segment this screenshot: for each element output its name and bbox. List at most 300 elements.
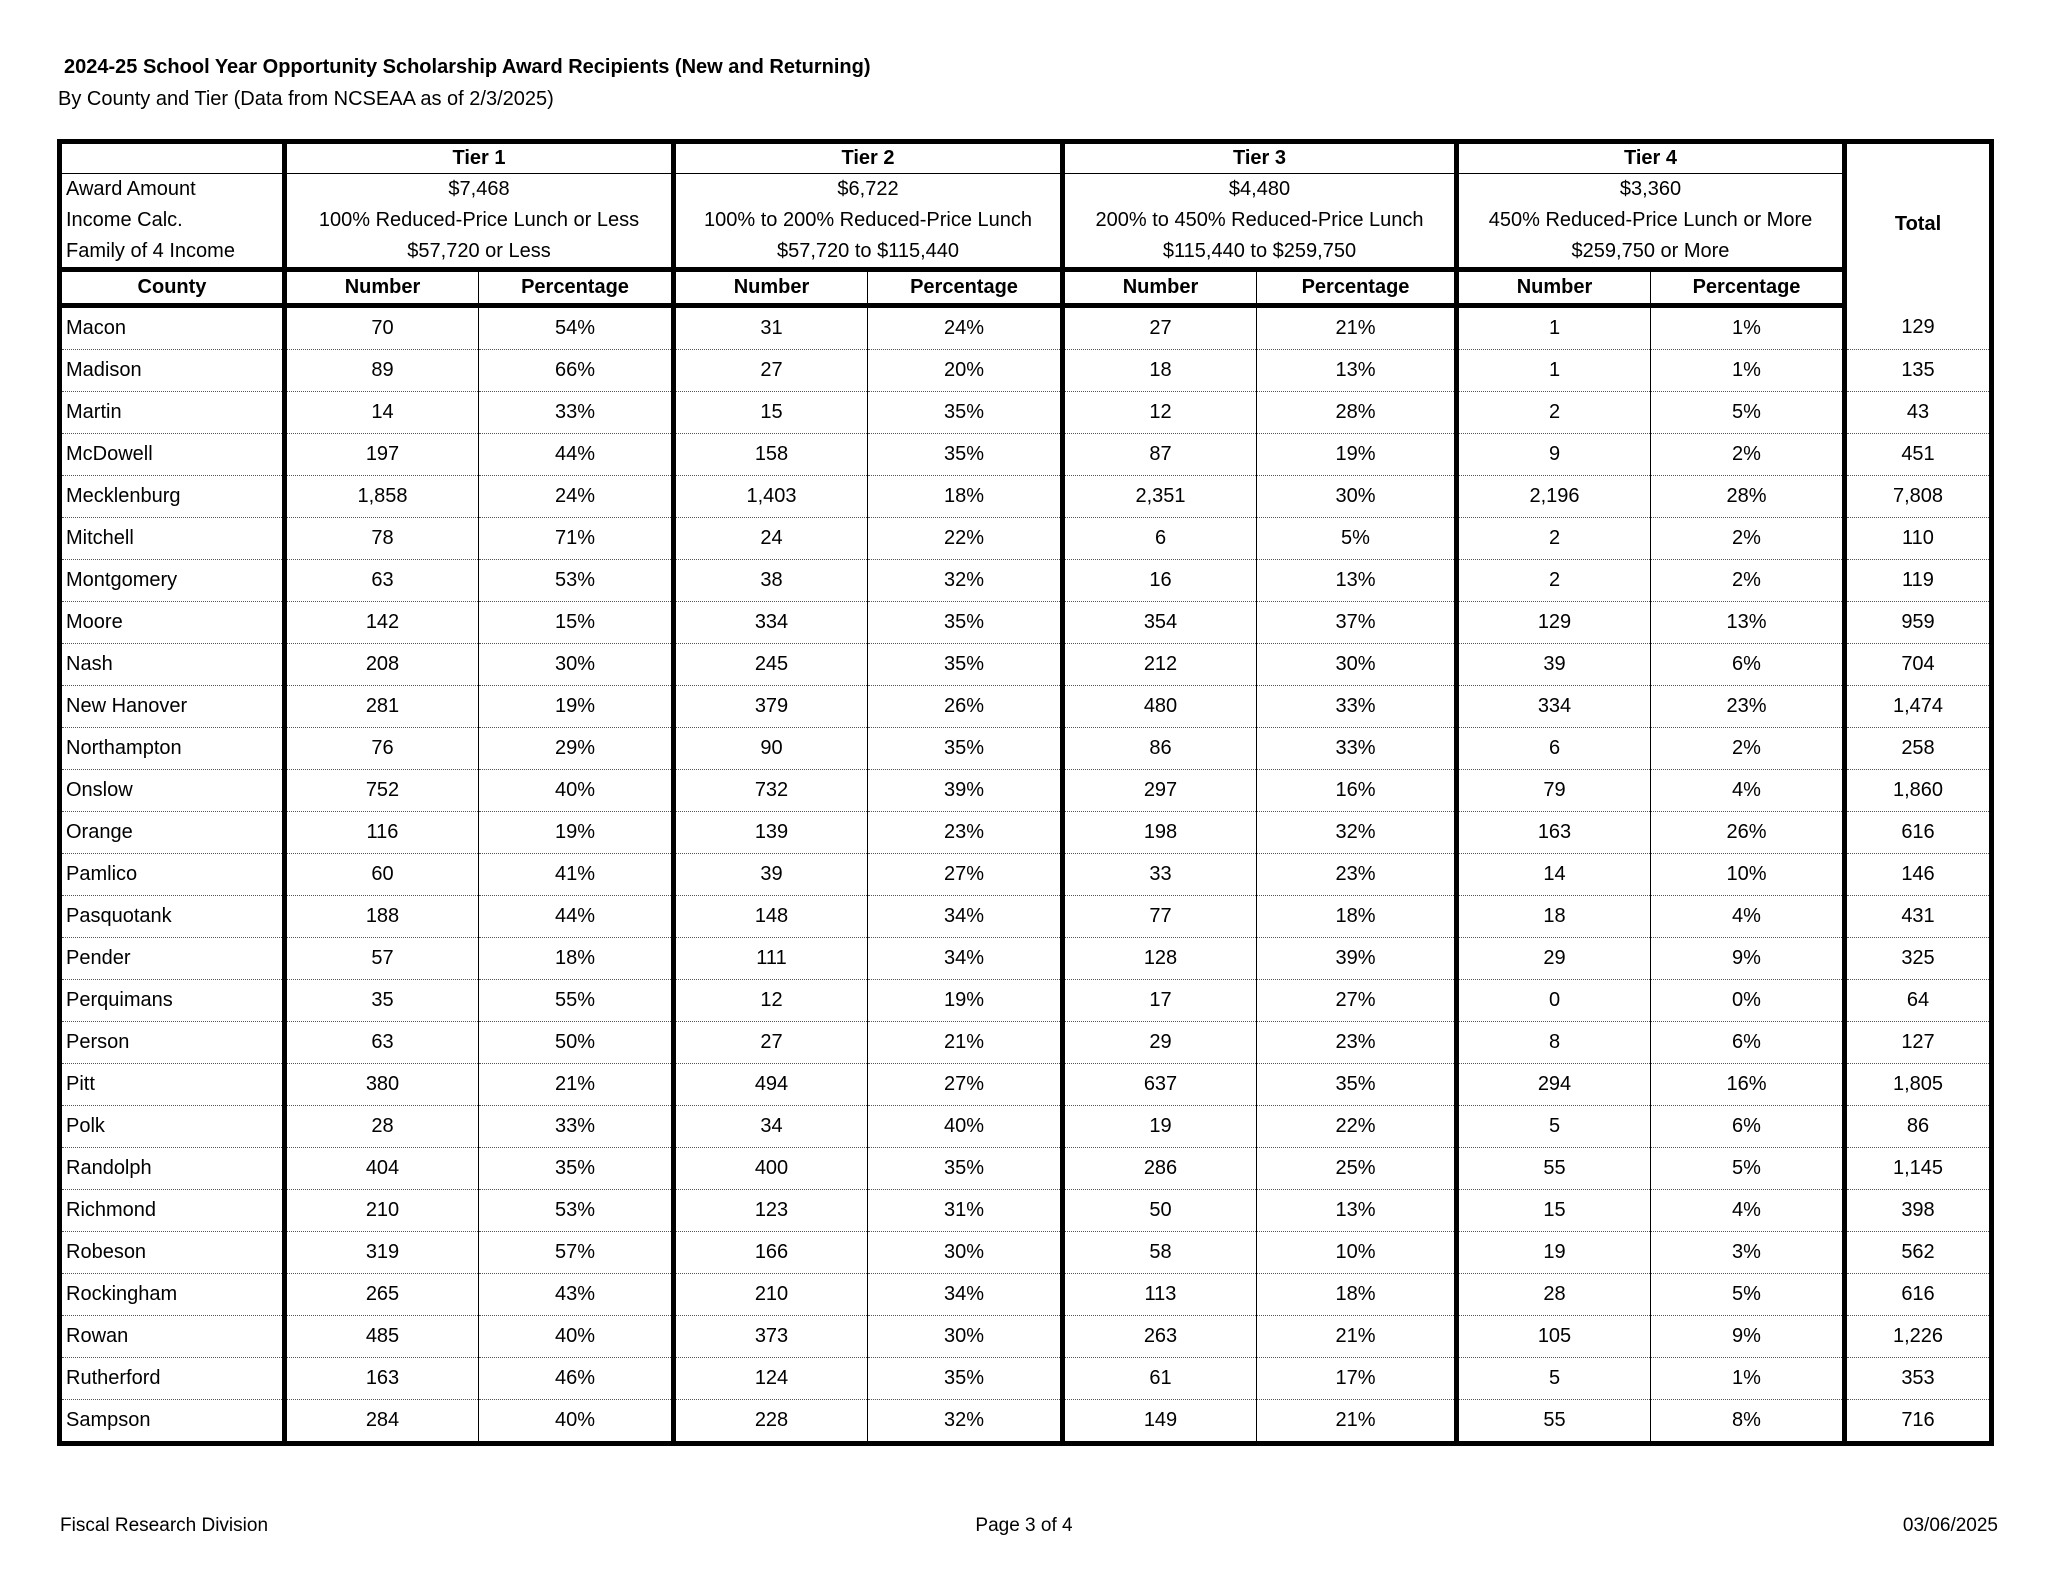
table-row: [60, 812, 1992, 854]
tier-1-number-cell: 63: [285, 1022, 479, 1064]
tier-4-percentage-header: Percentage: [1651, 270, 1845, 306]
tier-1-percentage-cell: 29%: [479, 728, 674, 770]
tier-4-percentage-cell: 4%: [1651, 770, 1845, 812]
table-row: [60, 938, 1992, 980]
table-row: [60, 434, 1992, 476]
county-cell: Onslow: [60, 770, 285, 812]
tier-2-percentage-cell: 35%: [868, 392, 1063, 434]
table-row: [60, 1232, 1992, 1274]
county-cell: Martin: [60, 392, 285, 434]
county-cell: Perquimans: [60, 980, 285, 1022]
tier-2-percentage-cell: 39%: [868, 770, 1063, 812]
total-cell: 1,145: [1845, 1148, 1992, 1190]
tier-2-number-cell: 24: [674, 518, 868, 560]
table-row: [60, 560, 1992, 602]
tier-2-percentage-cell: 21%: [868, 1022, 1063, 1064]
tier-3-number-cell: 480: [1063, 686, 1257, 728]
tier-4-percentage-cell: 13%: [1651, 602, 1845, 644]
tier-3-percentage-cell: 21%: [1257, 1400, 1457, 1444]
tier-4-percentage-cell: 6%: [1651, 1022, 1845, 1064]
tier-3-number-cell: 77: [1063, 896, 1257, 938]
table-row: [60, 1148, 1992, 1190]
footer-division: Fiscal Research Division: [60, 1515, 269, 1536]
tier-3-percentage-cell: 18%: [1257, 1274, 1457, 1316]
tier-3-number-cell: 198: [1063, 812, 1257, 854]
total-cell: 398: [1845, 1190, 1992, 1232]
tier-1-header: Tier 1: [285, 142, 674, 174]
tier-3-percentage-cell: 19%: [1257, 434, 1457, 476]
tier-1-percentage-header: Percentage: [479, 270, 674, 306]
tier-4-percentage-cell: 4%: [1651, 1190, 1845, 1232]
total-cell: 146: [1845, 854, 1992, 896]
tier-3-number-cell: 297: [1063, 770, 1257, 812]
tier-3-number-cell: 149: [1063, 1400, 1257, 1444]
tier-1-percentage-cell: 40%: [479, 1316, 674, 1358]
county-cell: Polk: [60, 1106, 285, 1148]
tier-2-number-cell: 1,403: [674, 476, 868, 518]
tier-4-family-income: $259,750 or More: [1457, 236, 1845, 270]
county-cell: Mecklenburg: [60, 476, 285, 518]
tier-4-percentage-cell: 9%: [1651, 938, 1845, 980]
tier-4-number-cell: 5: [1457, 1358, 1651, 1400]
tier-3-number-cell: 12: [1063, 392, 1257, 434]
tier-1-number-cell: 35: [285, 980, 479, 1022]
tier-2-number-cell: 27: [674, 350, 868, 392]
tier-1-percentage-cell: 41%: [479, 854, 674, 896]
tier-1-number-cell: 57: [285, 938, 479, 980]
tier-3-percentage-cell: 21%: [1257, 306, 1457, 350]
tier-4-percentage-cell: 8%: [1732, 1409, 1761, 1431]
total-cell: 1,805: [1845, 1064, 1992, 1106]
tier-3-number-cell: 16: [1063, 560, 1257, 602]
tier-2-income-calc: 100% to 200% Reduced-Price Lunch: [674, 205, 1063, 236]
total-cell: 135: [1845, 350, 1992, 392]
tier-1-number-cell: 70: [285, 306, 479, 350]
tier-4-amount: $3,360: [1619, 178, 1682, 200]
tier-3-number-cell: 637: [1063, 1064, 1257, 1106]
tier-2-percentage-cell: 30%: [868, 1232, 1063, 1274]
tier-4-number-cell: 79: [1457, 770, 1651, 812]
table-row: [60, 728, 1992, 770]
tier-3-number-cell: 18: [1063, 350, 1257, 392]
tier-2-percentage-cell: 40%: [868, 1106, 1063, 1148]
tier-2-number-cell: 15: [674, 392, 868, 434]
tier-3-percentage-cell: 32%: [1257, 812, 1457, 854]
tier-1-number-cell: 281: [285, 686, 479, 728]
total-cell: 616: [1845, 812, 1992, 854]
tier-2-number-cell: 148: [674, 896, 868, 938]
tier-3-percentage-cell: 28%: [1257, 392, 1457, 434]
tier-4-number-cell: 29: [1457, 938, 1651, 980]
tier-1-number-cell: 485: [285, 1316, 479, 1358]
table-row: [60, 1316, 1992, 1358]
total-cell: 716: [1845, 1400, 1992, 1444]
tier-3-percentage-cell: 30%: [1257, 644, 1457, 686]
income-calc-label: Income Calc.: [60, 205, 285, 236]
tier-1-percentage-cell: 24%: [479, 476, 674, 518]
tier-4-percentage-cell: 1%: [1651, 306, 1845, 350]
total-cell: 562: [1845, 1232, 1992, 1274]
tier-2-number-cell: 210: [674, 1274, 868, 1316]
tier-1-number-cell: 142: [285, 602, 479, 644]
tier-1-percentage-cell: 19%: [479, 686, 674, 728]
tier-3-number-header: Number: [1063, 270, 1257, 306]
county-cell: Rockingham: [60, 1274, 285, 1316]
tier-4-percentage-cell: 9%: [1651, 1316, 1845, 1358]
tier-3-percentage-cell: 18%: [1257, 896, 1457, 938]
tier-1-number-cell: 60: [285, 854, 479, 896]
tier-2-percentage-cell: 31%: [868, 1190, 1063, 1232]
tier-4-percentage-cell: 2%: [1651, 560, 1845, 602]
tier-4-percentage-cell: 2%: [1651, 728, 1845, 770]
table-row: [60, 770, 1992, 812]
total-cell: 704: [1845, 644, 1992, 686]
tier-1-percentage-cell: 53%: [479, 1190, 674, 1232]
tier-3-percentage-cell: 23%: [1257, 1022, 1457, 1064]
tier-2-percentage-cell: 34%: [868, 1274, 1063, 1316]
tier-2-number-cell: 158: [674, 434, 868, 476]
total-cell: 325: [1845, 938, 1992, 980]
total-cell: 1,474: [1845, 686, 1992, 728]
county-cell: Moore: [60, 602, 285, 644]
tier-2-percentage-cell: 32%: [868, 560, 1063, 602]
tier-4-percentage-cell: 1%: [1651, 1358, 1845, 1400]
tier-4-number-cell: 19: [1457, 1232, 1651, 1274]
total-cell: 258: [1845, 728, 1992, 770]
tier-2-number-cell: 334: [674, 602, 868, 644]
county-cell: Madison: [60, 350, 285, 392]
tier-4-number-cell: 55: [1457, 1400, 1651, 1444]
tier-4-number-cell: 55: [1457, 1148, 1651, 1190]
tier-2-percentage-cell: 35%: [868, 644, 1063, 686]
tier-3-amount: $4,480: [1063, 174, 1457, 206]
tier-1-percentage-cell: 15%: [479, 602, 674, 644]
tier-1-number-cell: 208: [285, 644, 479, 686]
tier-1-number-cell: 14: [285, 392, 479, 434]
total-cell: 431: [1845, 896, 1992, 938]
document-subtitle: By County and Tier (Data from NCSEAA as of 2/3/2025): [58, 88, 554, 110]
tier-4-income-calc: 450% Reduced-Price Lunch or More: [1488, 209, 1813, 231]
tier-4-percentage-cell: 3%: [1651, 1232, 1845, 1274]
tier-2-percentage-cell: 27%: [868, 1064, 1063, 1106]
table-row: [60, 1190, 1992, 1232]
tier-2-percentage-cell: 34%: [868, 938, 1063, 980]
tier-3-percentage-cell: 22%: [1257, 1106, 1457, 1148]
tier-2-number-cell: 400: [674, 1148, 868, 1190]
tier-4-number-cell: 2: [1457, 560, 1651, 602]
tier-4-percentage-cell: 6%: [1651, 1106, 1845, 1148]
total-cell: 1,226: [1845, 1316, 1992, 1358]
total-header: Total: [1845, 142, 1992, 306]
tier-1-amount: $7,468: [285, 174, 674, 206]
tier-1-number-cell: 319: [285, 1232, 479, 1274]
tier-2-number-cell: 27: [674, 1022, 868, 1064]
tier-4-percentage-cell: 26%: [1651, 812, 1845, 854]
tier-3-percentage-cell: 33%: [1257, 686, 1457, 728]
tier-3-number-cell: 87: [1063, 434, 1257, 476]
table-row: [60, 350, 1992, 392]
award-amount-label: Award Amount: [60, 174, 285, 206]
tier-3-percentage-cell: 5%: [1257, 518, 1457, 560]
tier-3-number-cell: 6: [1063, 518, 1257, 560]
tier-1-number-cell: 89: [285, 350, 479, 392]
tier-2-percentage-cell: 35%: [868, 728, 1063, 770]
award-amount-row: [60, 174, 1992, 206]
tier-4-percentage-cell: 5%: [1651, 1148, 1845, 1190]
tier-3-percentage-cell: 17%: [1257, 1358, 1457, 1400]
tier-4-header: Tier 4: [1457, 142, 1845, 174]
tier-3-income-calc: 200% to 450% Reduced-Price Lunch: [1063, 205, 1457, 236]
tier-4-percentage-cell: 16%: [1651, 1064, 1845, 1106]
tier-3-percentage-cell: 35%: [1257, 1064, 1457, 1106]
tier-2-percentage-cell: 35%: [868, 434, 1063, 476]
tier-3-percentage-cell: 10%: [1257, 1232, 1457, 1274]
tier-1-number-cell: 163: [285, 1358, 479, 1400]
tier-2-percentage-cell: 26%: [868, 686, 1063, 728]
county-cell: Rowan: [60, 1316, 285, 1358]
tier-1-percentage-cell: 18%: [479, 938, 674, 980]
total-cell: 119: [1845, 560, 1992, 602]
footer-page-number: Page 3 of 4: [975, 1515, 1073, 1536]
tier-1-percentage-cell: 46%: [479, 1358, 674, 1400]
tier-3-percentage-header: Percentage: [1257, 270, 1457, 306]
tier-1-number-cell: 752: [285, 770, 479, 812]
table-row: [60, 602, 1992, 644]
tier-1-percentage-cell: 44%: [479, 896, 674, 938]
county-cell: Pamlico: [60, 854, 285, 896]
tier-1-number-cell: 78: [285, 518, 479, 560]
tier-2-number-cell: 245: [674, 644, 868, 686]
tier-2-number-cell: 34: [674, 1106, 868, 1148]
tier-1-percentage-cell: 44%: [479, 434, 674, 476]
tier-2-number-cell: 732: [674, 770, 868, 812]
total-cell: 616: [1845, 1274, 1992, 1316]
table-row: [60, 1022, 1992, 1064]
tier-2-percentage-cell: 35%: [868, 1358, 1063, 1400]
family-income-row: [60, 236, 1992, 270]
tier-3-number-cell: 19: [1063, 1106, 1257, 1148]
tier-3-percentage-cell: 21%: [1257, 1316, 1457, 1358]
total-cell: 451: [1845, 434, 1992, 476]
county-cell: Rutherford: [60, 1358, 285, 1400]
tier-4-number-cell: 9: [1457, 434, 1651, 476]
tier-4-percentage-cell: 10%: [1651, 854, 1845, 896]
table-row: [60, 1064, 1992, 1106]
tier-1-percentage-cell: 40%: [479, 770, 674, 812]
tier-2-number-header: Number: [674, 270, 868, 306]
tier-4-percentage-cell: 2%: [1651, 434, 1845, 476]
total-cell: 127: [1845, 1022, 1992, 1064]
county-cell: Montgomery: [60, 560, 285, 602]
column-header-row: [60, 270, 1992, 306]
total-cell: 7,808: [1845, 476, 1992, 518]
county-cell: Northampton: [60, 728, 285, 770]
tier-1-number-cell: 28: [285, 1106, 479, 1148]
tier-4-number-cell: 105: [1457, 1316, 1651, 1358]
tier-2-percentage-cell: 20%: [868, 350, 1063, 392]
tier-3-percentage-cell: 16%: [1257, 770, 1457, 812]
tier-1-income-calc: 100% Reduced-Price Lunch or Less: [285, 205, 674, 236]
tier-4-percentage-cell: 1%: [1651, 350, 1845, 392]
tier-4-percentage-cell: 5%: [1651, 1274, 1845, 1316]
tier-2-number-cell: 379: [674, 686, 868, 728]
tier-1-percentage-cell: 71%: [479, 518, 674, 560]
county-cell: Nash: [60, 644, 285, 686]
tier-3-percentage-cell: 23%: [1257, 854, 1457, 896]
county-cell: Pitt: [60, 1064, 285, 1106]
tier-3-percentage-cell: 37%: [1257, 602, 1457, 644]
county-column-header: County: [60, 270, 285, 306]
tier-4-percentage-cell: 0%: [1651, 980, 1845, 1022]
table-row: [60, 306, 1992, 350]
tier-4-number-cell: 163: [1457, 812, 1651, 854]
tier-3-number-cell: 27: [1063, 306, 1257, 350]
tier-3-percentage-cell: 13%: [1257, 350, 1457, 392]
tier-1-number-cell: 265: [285, 1274, 479, 1316]
tier-2-number-cell: 123: [674, 1190, 868, 1232]
tier-2-family-income: $57,720 to $115,440: [674, 236, 1063, 270]
tier-3-header: Tier 3: [1063, 142, 1457, 174]
tier-header-row: [60, 142, 1992, 174]
tier-2-percentage-cell: 24%: [868, 306, 1063, 350]
tier-1-percentage-cell: 53%: [479, 560, 674, 602]
tier-3-family-income: $115,440 to $259,750: [1063, 236, 1457, 270]
tier-1-percentage-cell: 21%: [479, 1064, 674, 1106]
tier-2-percentage-cell: 18%: [868, 476, 1063, 518]
tier-3-percentage-cell: 27%: [1257, 980, 1457, 1022]
tier-1-percentage-cell: 50%: [479, 1022, 674, 1064]
tier-4-number-cell: 129: [1457, 602, 1651, 644]
tier-2-number-cell: 228: [674, 1400, 868, 1444]
tier-4-number-cell: 15: [1457, 1190, 1651, 1232]
tier-1-number-cell: 197: [285, 434, 479, 476]
total-cell: 129: [1845, 306, 1992, 350]
tier-3-number-cell: 33: [1063, 854, 1257, 896]
tier-2-percentage-cell: 27%: [868, 854, 1063, 896]
tier-1-percentage-cell: 35%: [479, 1148, 674, 1190]
tier-4-number-cell: 18: [1457, 896, 1651, 938]
tier-1-number-cell: 210: [285, 1190, 479, 1232]
tier-3-number-cell: 50: [1063, 1190, 1257, 1232]
county-cell: Orange: [60, 812, 285, 854]
footer-date: 03/06/2025: [1902, 1515, 1998, 1536]
document-title: 2024-25 School Year Opportunity Scholarship Award Recipients (New and Returning): [64, 56, 871, 78]
tier-3-number-cell: 17: [1063, 980, 1257, 1022]
tier-3-percentage-cell: 13%: [1257, 1190, 1457, 1232]
tier-2-number-cell: 373: [674, 1316, 868, 1358]
total-cell: 959: [1845, 602, 1992, 644]
total-cell: 1,860: [1845, 770, 1992, 812]
tier-3-percentage-cell: 39%: [1257, 938, 1457, 980]
tier-4-number-header: Number: [1457, 270, 1651, 306]
tier-4-number-cell: 5: [1457, 1106, 1651, 1148]
table-row: [60, 896, 1992, 938]
tier-4-percentage-cell: 6%: [1651, 644, 1845, 686]
tier-3-percentage-cell: 13%: [1257, 560, 1457, 602]
table-row: [60, 1106, 1992, 1148]
tier-3-number-cell: 61: [1063, 1358, 1257, 1400]
tier-4-number-cell: 0: [1457, 980, 1651, 1022]
tier-1-percentage-cell: 33%: [479, 1106, 674, 1148]
tier-2-percentage-cell: 34%: [868, 896, 1063, 938]
tier-4-percentage-cell: 23%: [1651, 686, 1845, 728]
tier-2-number-cell: 31: [674, 306, 868, 350]
tier-1-number-cell: 76: [285, 728, 479, 770]
tier-4-number-cell: 28: [1457, 1274, 1651, 1316]
tier-1-number-cell: 404: [285, 1148, 479, 1190]
county-cell: Mitchell: [60, 518, 285, 560]
county-cell: Robeson: [60, 1232, 285, 1274]
tier-4-number-cell: 14: [1457, 854, 1651, 896]
total-cell: 353: [1845, 1358, 1992, 1400]
tier-1-percentage-cell: 55%: [479, 980, 674, 1022]
tier-3-number-cell: 263: [1063, 1316, 1257, 1358]
table-row: [60, 476, 1992, 518]
tier-3-number-cell: 286: [1063, 1148, 1257, 1190]
county-cell: Sampson: [60, 1400, 285, 1444]
county-cell: Macon: [60, 306, 285, 350]
table-row: [60, 1274, 1992, 1316]
tier-1-number-cell: 116: [285, 812, 479, 854]
table-row: [60, 1358, 1992, 1400]
tier-3-percentage-cell: 33%: [1257, 728, 1457, 770]
tier-2-number-cell: 111: [674, 938, 868, 980]
tier-2-number-cell: 38: [674, 560, 868, 602]
tier-3-percentage-cell: 25%: [1257, 1148, 1457, 1190]
table-row: [60, 392, 1992, 434]
tier-3-number-cell: 212: [1063, 644, 1257, 686]
tier-3-number-cell: 354: [1063, 602, 1257, 644]
table-body: [60, 306, 1992, 1444]
tier-1-number-header: Number: [285, 270, 479, 306]
county-cell: Person: [60, 1022, 285, 1064]
tier-1-percentage-cell: 57%: [479, 1232, 674, 1274]
tier-2-header: Tier 2: [674, 142, 1063, 174]
total-cell: 110: [1845, 518, 1992, 560]
tier-2-percentage-cell: 23%: [868, 812, 1063, 854]
tier-4-number-cell: 294: [1457, 1064, 1651, 1106]
total-cell: 64: [1845, 980, 1992, 1022]
tier-3-number-cell: 86: [1063, 728, 1257, 770]
table-row: [60, 1400, 1992, 1444]
tier-2-number-cell: 12: [674, 980, 868, 1022]
county-cell: McDowell: [60, 434, 285, 476]
tier-2-percentage-cell: 22%: [868, 518, 1063, 560]
header-blank-cell: [60, 142, 285, 174]
tier-1-number-cell: 63: [285, 560, 479, 602]
table-row: [60, 686, 1992, 728]
tier-4-number-cell: 334: [1457, 686, 1651, 728]
county-cell: Pasquotank: [60, 896, 285, 938]
tier-1-number-cell: 188: [285, 896, 479, 938]
tier-4-number-cell: 2: [1457, 518, 1651, 560]
tier-1-percentage-cell: 66%: [479, 350, 674, 392]
tier-2-number-cell: 494: [674, 1064, 868, 1106]
tier-4-number-cell: 2: [1457, 392, 1651, 434]
county-cell: Richmond: [60, 1190, 285, 1232]
tier-4-number-cell: 1: [1457, 306, 1651, 350]
scholarship-table: [57, 139, 1994, 1446]
tier-3-number-cell: 2,351: [1063, 476, 1257, 518]
tier-4-number-cell: 6: [1457, 728, 1651, 770]
tier-2-number-cell: 139: [674, 812, 868, 854]
tier-4-percentage-cell: 28%: [1651, 476, 1845, 518]
tier-2-percentage-header: Percentage: [868, 270, 1063, 306]
total-cell: 43: [1845, 392, 1992, 434]
tier-4-percentage-cell: 4%: [1651, 896, 1845, 938]
tier-2-amount: $6,722: [674, 174, 1063, 206]
family-income-label: Family of 4 Income: [60, 236, 285, 270]
